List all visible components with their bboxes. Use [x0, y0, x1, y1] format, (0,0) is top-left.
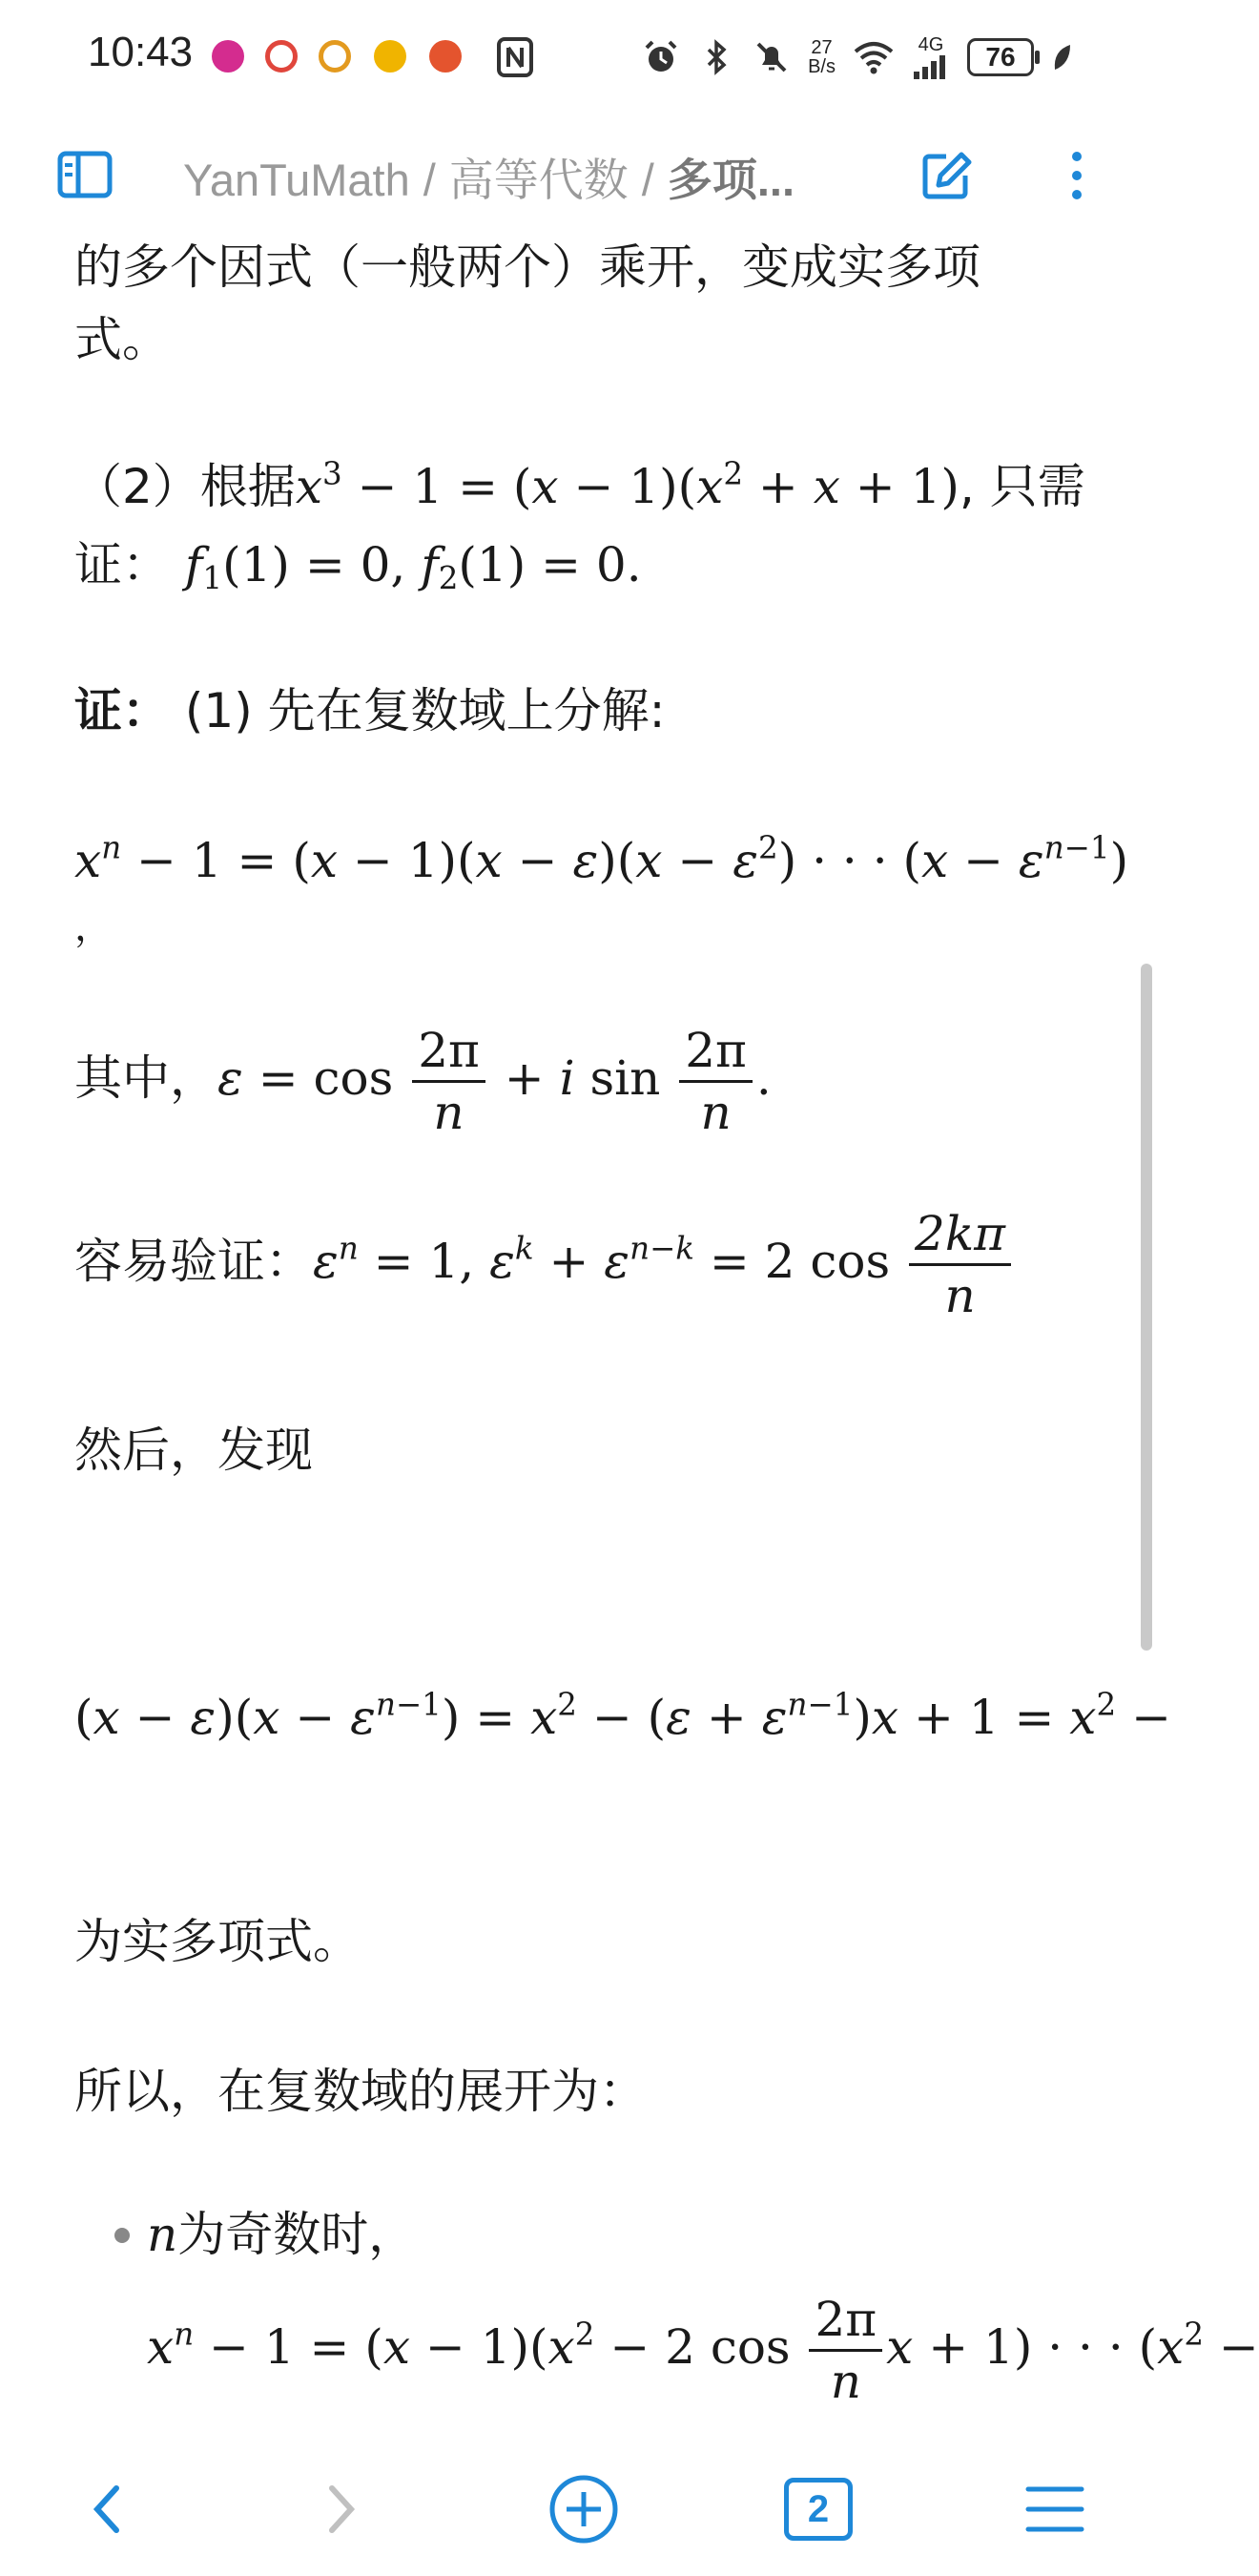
proof-label: 证： — [74, 683, 170, 738]
leaf-icon — [1051, 41, 1072, 73]
sidebar-toggle-icon[interactable] — [57, 151, 113, 198]
status-bar — [0, 0, 1164, 114]
scrollbar[interactable] — [1141, 964, 1152, 1651]
app-notification-icon — [212, 40, 244, 73]
breadcrumb — [183, 145, 795, 209]
p2-prefix: （2）根据 — [74, 459, 296, 514]
proof-paragraph — [74, 673, 665, 749]
math-formula: $x^3 - 1 = (x - 1)(x^2 + x + 1)$ — [295, 455, 960, 514]
swirl-app-notification-icon — [319, 40, 351, 73]
nfc-icon — [496, 36, 534, 78]
edit-icon[interactable] — [919, 149, 973, 202]
paragraph-2 — [74, 448, 1085, 525]
where-label: 其中， — [74, 1050, 217, 1106]
proof-text: (1) 先在复数域上分解: — [170, 683, 666, 738]
tabs-button[interactable] — [780, 2471, 857, 2547]
network-speed — [808, 38, 836, 76]
text-line: 所以，在复数域的展开为： — [74, 2064, 647, 2119]
breadcrumb-root[interactable]: YanTuMath — [183, 155, 410, 205]
bottom-toolbar — [0, 2442, 1164, 2576]
new-tab-button[interactable] — [546, 2471, 622, 2547]
where-paragraph: 其中，ε = cos $\frac{2\pi}{n}$ + i sin $\frac{2\pi}{n}$ . — [74, 1023, 772, 1140]
nav-bar — [0, 124, 1164, 229]
play-app-notification-icon — [374, 40, 406, 73]
verify-paragraph: 容易验证：$\varepsilon^n = 1$, $\varepsilon^k + \varepsilon^{n-k} = 2$ cos $\frac{2k\pi}{n}$ — [74, 1204, 1015, 1325]
mute-bell-icon — [753, 38, 791, 76]
bluetooth-icon — [697, 38, 735, 76]
odd-suffix: 为奇数时， — [177, 2207, 417, 2262]
forward-button[interactable] — [303, 2471, 380, 2547]
breadcrumb-separator: / — [641, 155, 654, 205]
battery-indicator: 76 — [967, 38, 1034, 76]
conjugate-product-formula: $(x - \varepsilon)(x - \varepsilon^{n-1}) = x^2 - (\varepsilon + \varepsilon^{n-1})x + 1 = x^2$ − — [74, 1686, 1171, 1745]
breadcrumb-separator: / — [423, 155, 436, 205]
box-app-notification-icon — [429, 40, 462, 73]
math-formula: $f_1(1) = 0$, $f_2(1) = 0$. — [170, 537, 642, 597]
verify-label: 容易验证： — [74, 1234, 313, 1289]
text-line: 然后，发现 — [74, 1423, 313, 1478]
speed-value: 27 — [811, 37, 833, 58]
bullet-dot — [114, 2228, 130, 2243]
chevron-right-icon — [322, 2481, 361, 2538]
back-button[interactable] — [69, 2471, 145, 2547]
text-line: 的多个因式（一般两个）乘开，变成实多项 — [74, 239, 980, 295]
p2-suffix: , 只需 — [959, 459, 1085, 514]
chevron-left-icon — [88, 2481, 126, 2538]
menu-button[interactable] — [1017, 2471, 1093, 2547]
network-type: 4G — [918, 34, 944, 55]
more-options-icon[interactable] — [1068, 149, 1085, 202]
plus-circle-icon — [547, 2473, 620, 2545]
factorization-formula: $x^n - 1 = (x - 1)(x - \varepsilon)(x - \varepsilon^2)$ · · · $(x - \varepsilon^{n-1})$ — [74, 829, 1129, 888]
speed-unit: B/s — [808, 56, 836, 77]
signal-bars-icon — [912, 54, 950, 79]
p3-prefix: 证： — [74, 537, 170, 592]
text-line: 为实多项式。 — [74, 1914, 361, 1969]
odd-case-formula: $x^n - 1 = (x - 1)(x^2 - 2$ cos $\frac{2\pi}{n}$ x + 1) · · · ($x^2$ − — [147, 2292, 1259, 2409]
alarm-icon — [642, 38, 680, 76]
breadcrumb-current[interactable]: 多项... — [667, 155, 795, 205]
odd-case-label: n为奇数时， — [147, 2207, 417, 2262]
cellular-signal — [912, 35, 950, 79]
status-time: 10:43 — [88, 29, 194, 75]
comma: ， — [74, 905, 113, 949]
wifi-icon — [853, 38, 895, 76]
breadcrumb-category[interactable]: 高等代数 — [448, 155, 629, 205]
target-app-notification-icon — [265, 40, 298, 73]
paragraph-2-cont — [74, 527, 642, 603]
text-line: 式。 — [74, 312, 170, 367]
tab-count: 2 — [784, 2478, 853, 2541]
hamburger-menu-icon — [1025, 2483, 1084, 2535]
status-icons — [642, 32, 1072, 82]
